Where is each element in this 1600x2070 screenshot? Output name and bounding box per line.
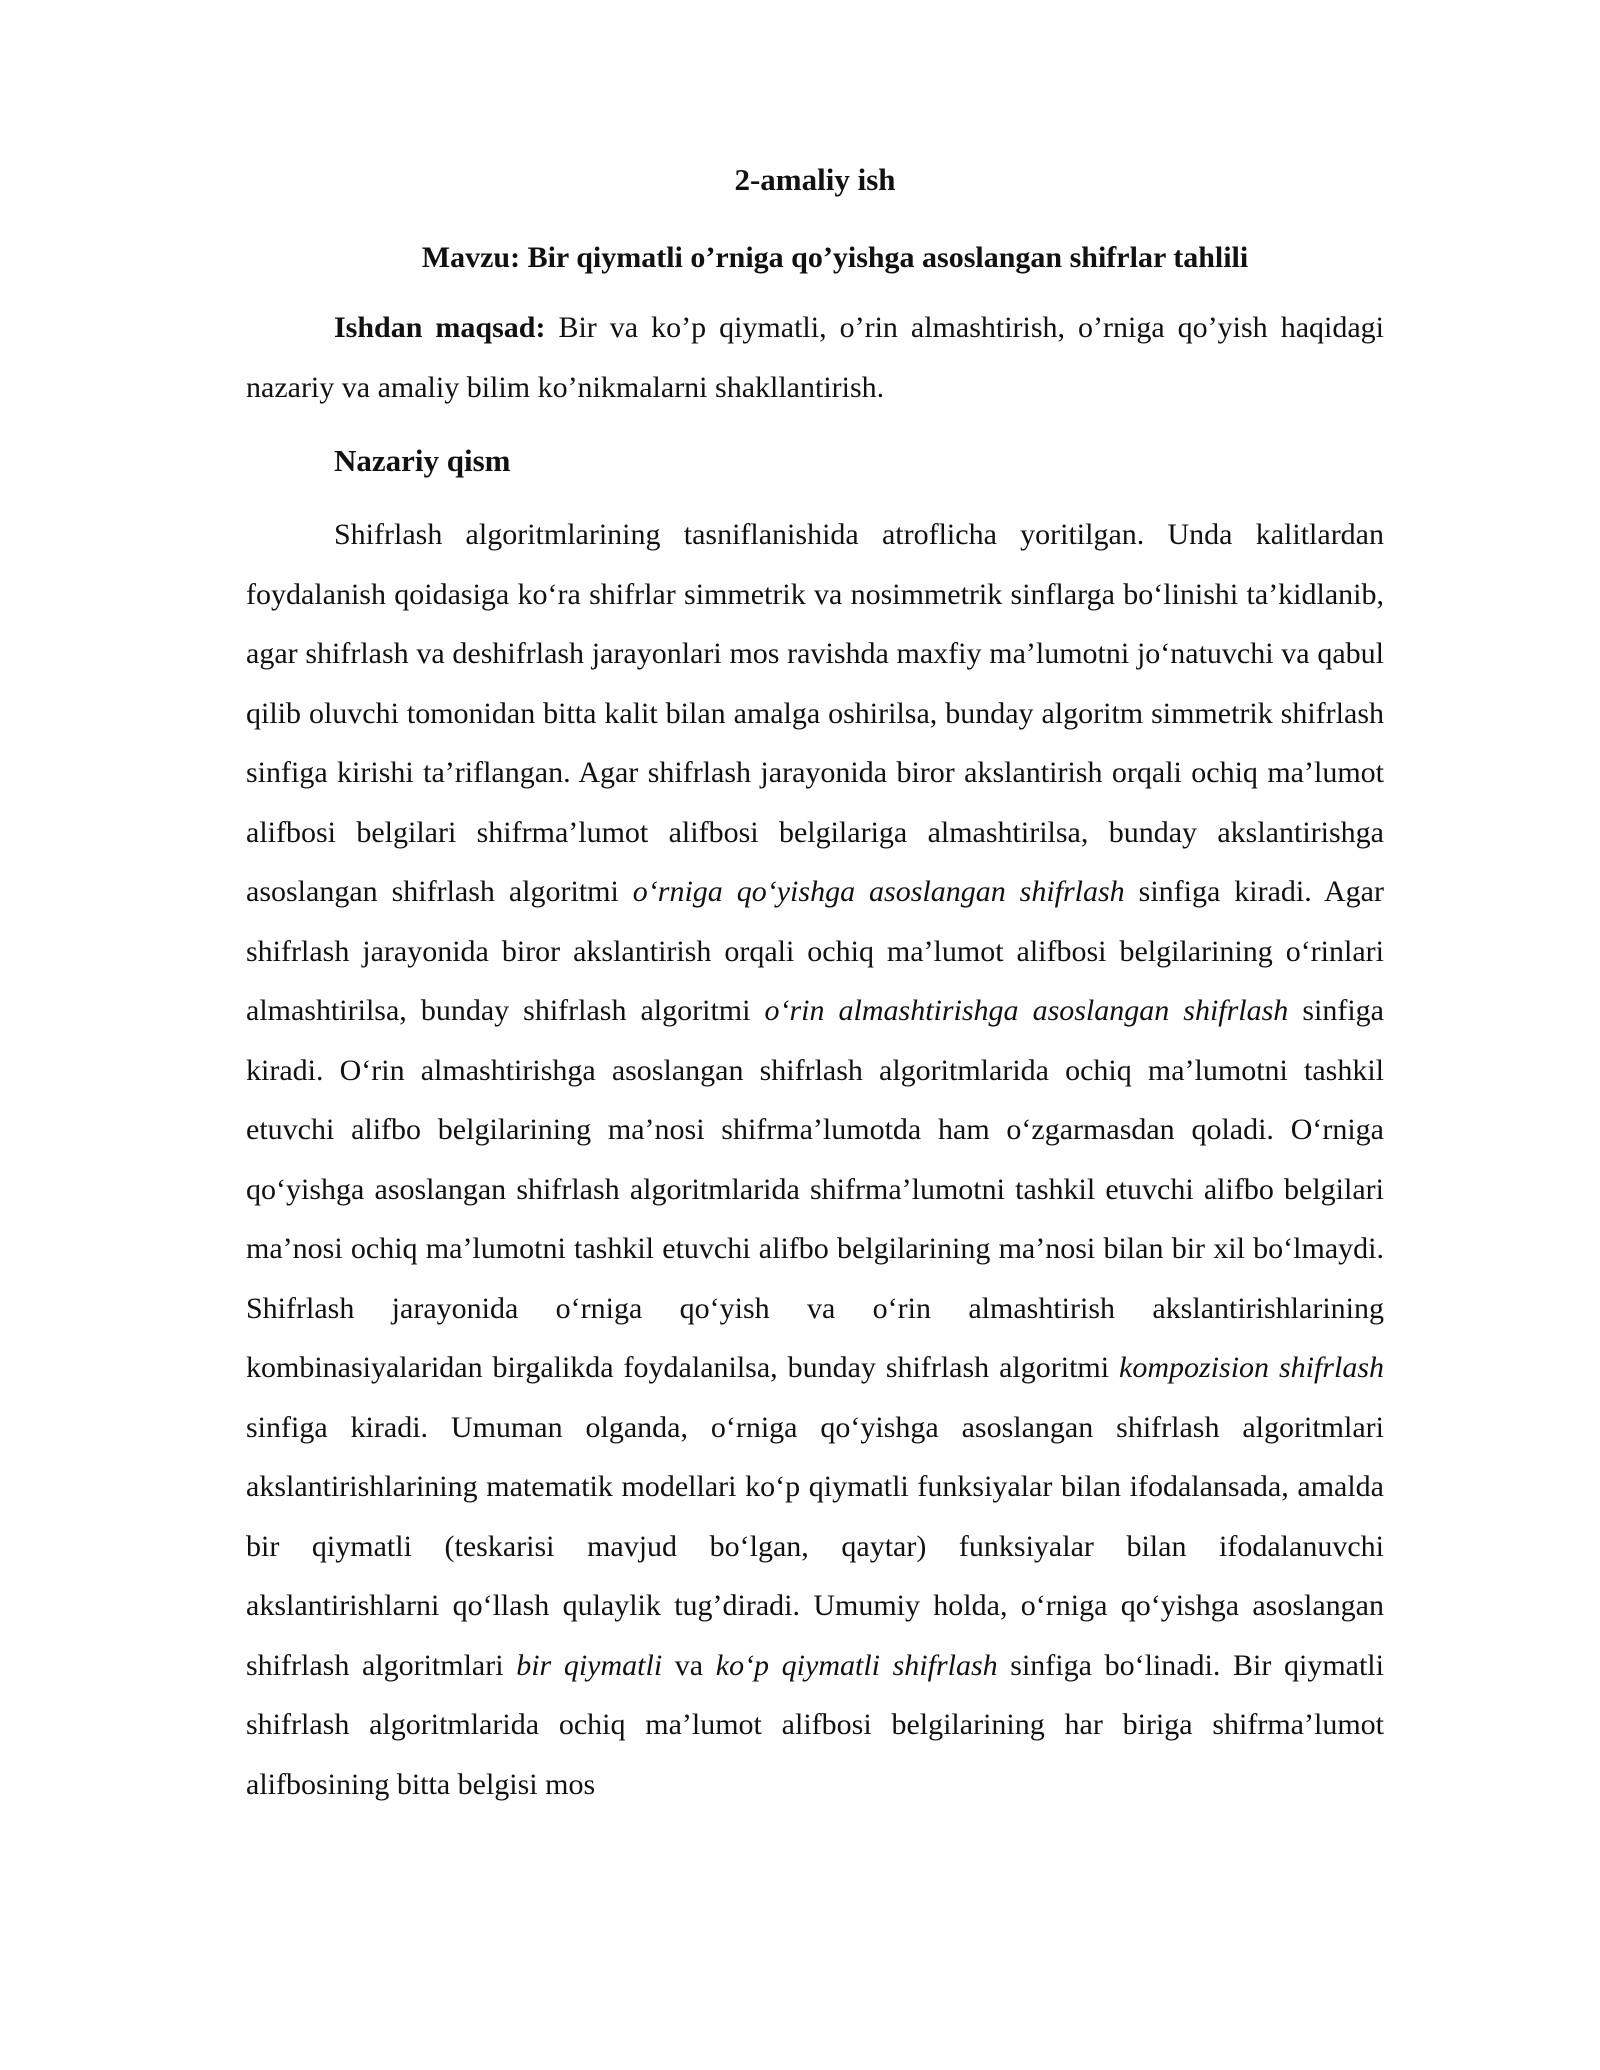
document-title: 2-amaliy ish: [734, 162, 896, 197]
body-paragraph: [246, 505, 1384, 1814]
body-text: sinfiga kiradi. O‘rin almashtirishga asoslangan shifrlash algoritmlarida ochiq ma’lumotni tashkil etuvchi alifbo belgilarining ma’nosi shifrma’lumotda ham o‘zgarmasdan qoladi. O‘rniga qo‘yishga asoslangan shifrlash algoritmlarida shifrma’lumotni tashkil etuvchi alifbo belgilari ma’nosi ochiq ma’lumotni tashkil etuvchi alifbo belgilarining ma’nosi bilan bir xil bo‘lmaydi. Shifrlash jarayonida o‘rniga qo‘yish va o‘rin almashtirish akslantirishlarining kombinasiyalaridan birgalikda foydalanilsa, bunday shifrlash algoritmi: [246, 994, 1384, 1384]
purpose-text: Bir va ko’p qiymatli, o’rin almashtirish, o’rniga qo’yish haqidagi nazariy va amaliy bilim ko’nikmalarni shakllantirish.: [246, 311, 1384, 404]
body-italic-term: ko‘p qiymatli shifrlash: [715, 1648, 998, 1682]
body-italic-term: kompozision shifrlash: [1119, 1351, 1384, 1384]
body-italic-term: o‘rniga qo‘yishga asoslangan shifrlash: [632, 875, 1125, 908]
section-heading: Nazariy qism: [334, 443, 511, 478]
body-text: sinfiga kiradi. Agar shifrlash jarayonida biror akslantirish orqali ochiq ma’lumot alifbosi belgilarining o‘rinlari almashtirilsa, bunday shifrlash algoritmi: [246, 875, 1384, 1027]
body-text: sinfiga bo‘linadi. Bir qiymatli shifrlash algoritmlarida ochiq ma’lumot alifbosi belgilarining har biriga shifrma’lumot alifbosining bitta belgisi mos: [246, 1648, 1384, 1801]
purpose-label: Ishdan maqsad:: [334, 311, 546, 344]
body-italic-term: o‘rin almashtirishga asoslangan shifrlash: [764, 994, 1289, 1027]
body-text: sinfiga kiradi. Umuman olganda, o‘rniga qo‘yishga asoslangan shifrlash algoritmlari akslantirishlarining matematik modellari ko‘p qiymatli funksiyalar bilan ifodalansada, amalda bir qiymatli (teskarisi mavjud bo‘lgan, qaytar) funksiyalar bilan ifodalanuvchi akslantirishlarni qo‘llash qulaylik tug’diradi. Umumiy holda, o‘rniga qo‘yishga asoslangan shifrlash algoritmlari: [246, 1410, 1384, 1682]
body-italic-term: bir qiymatli: [516, 1648, 663, 1682]
body-text: Shifrlash algoritmlarining tasniflanishida atroflicha yoritilgan. Unda kalitlardan foydalanish qoidasiga ko‘ra shifrlar simmetrik va nosimmetrik sinflarga bo‘linishi ta’kidlanib, agar shifrlash va deshifrlash jarayonlari mos ravishda maxfiy ma’lumotni jo‘natuvchi va qabul qilib oluvchi tomonidan bitta kalit bilan amalga oshirilsa, bunday algoritm simmetrik shifrlash sinfiga kirishi ta’riflangan. Agar shifrlash jarayonida biror akslantirish orqali ochiq ma’lumot alifbosi belgilari shifrma’lumot alifbosi belgilariga almashtirilsa, bunday akslantirishga asoslangan shifrlash algoritmi: [246, 518, 1384, 908]
purpose-paragraph: [246, 298, 1384, 417]
document-topic: Mavzu: Bir qiymatli o’rniga qo’yishga asoslangan shifrlar tahlili: [421, 241, 1249, 274]
body-text: va: [662, 1648, 716, 1682]
document-page: [246, 160, 1384, 1814]
